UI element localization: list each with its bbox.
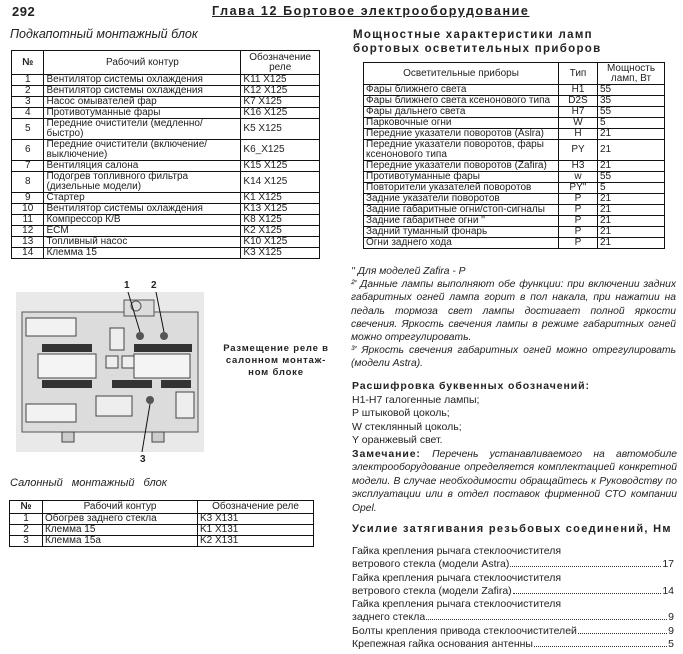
lamp-type: w bbox=[559, 172, 598, 183]
table-row bbox=[364, 227, 665, 238]
lamp-type: P bbox=[559, 238, 598, 249]
lamp-power: 5 bbox=[598, 118, 665, 129]
circuit-name: Клемма 15 bbox=[44, 248, 241, 259]
row-number: 3 bbox=[12, 97, 44, 108]
relay-designation: K15 X125 bbox=[241, 161, 320, 172]
circuit-name: Вентиляция салона bbox=[44, 161, 241, 172]
callout-2: 2 bbox=[151, 280, 157, 291]
circuit-name: Обогрев заднего стекла bbox=[43, 514, 198, 525]
dot-leader bbox=[426, 619, 667, 620]
lamp-device: Фары ближнего света ксенонового типа bbox=[364, 96, 559, 107]
torque-item-label: ветрового стекла (модели Astra) bbox=[352, 558, 510, 571]
table-row bbox=[364, 172, 665, 183]
torque-item bbox=[352, 638, 674, 651]
lamp-power: 55 bbox=[598, 85, 665, 96]
table-row bbox=[12, 97, 320, 108]
torque-value: 5 bbox=[668, 638, 674, 651]
table-row bbox=[12, 226, 320, 237]
relay-designation: K16 X125 bbox=[241, 108, 320, 119]
lamp-type: H3 bbox=[559, 161, 598, 172]
table-row bbox=[12, 161, 320, 172]
row-number: 9 bbox=[12, 193, 44, 204]
table-row bbox=[12, 140, 320, 161]
lamp-type: H7 bbox=[559, 107, 598, 118]
table-row bbox=[364, 96, 665, 107]
lamp-power: 21 bbox=[598, 227, 665, 238]
relay-designation: K3 X125 bbox=[241, 248, 320, 259]
underhood-block-title: Подкапотный монтажный блок bbox=[10, 27, 198, 41]
table-row bbox=[364, 85, 665, 96]
relay-designation: K10 X125 bbox=[241, 237, 320, 248]
row-number: 1 bbox=[10, 514, 43, 525]
lamp-device: Задний туманный фонарь bbox=[364, 227, 559, 238]
torque-item-row bbox=[352, 611, 674, 624]
torque-item-line: Гайка крепления рычага стеклоочистителя bbox=[352, 545, 562, 557]
table-row bbox=[364, 107, 665, 118]
row-number: 3 bbox=[10, 536, 43, 547]
lamp-type: W bbox=[559, 118, 598, 129]
lamp-device: Передние указатели поворотов (Aslra) bbox=[364, 129, 559, 140]
column-header: Рабочий контур bbox=[43, 501, 198, 514]
row-number: 2 bbox=[10, 525, 43, 536]
lamp-power: 35 bbox=[598, 96, 665, 107]
circuit-name: Клемма 15а bbox=[43, 536, 198, 547]
torque-value: 14 bbox=[662, 584, 674, 597]
lamp-type: H bbox=[559, 129, 598, 140]
lamp-device: Огни заднего хода bbox=[364, 238, 559, 249]
lamp-power: 21 bbox=[598, 140, 665, 161]
lamp-device: Задние габаритные огни/стоп-сигналы bbox=[364, 205, 559, 216]
footnotes bbox=[351, 265, 676, 371]
relay-designation: K14 X125 bbox=[241, 172, 320, 193]
callout-1: 1 bbox=[124, 280, 130, 291]
legend-item: Y оранжевый свет. bbox=[352, 434, 443, 446]
lamp-type: D2S bbox=[559, 96, 598, 107]
chapter-title: Глава 12 Бортовое электрооборудование bbox=[212, 4, 530, 18]
relay-designation: K11 X125 bbox=[241, 75, 320, 86]
row-number: 1 bbox=[12, 75, 44, 86]
row-number: 8 bbox=[12, 172, 44, 193]
torque-item-label: Крепежная гайка основания антенны bbox=[352, 638, 533, 651]
lamp-power: 21 bbox=[598, 205, 665, 216]
lamp-power: 21 bbox=[598, 129, 665, 140]
diagram-caption: Размещение реле в салонном монтаж-ном блоке bbox=[223, 343, 329, 378]
lamp-device: Фары дальнего света bbox=[364, 107, 559, 118]
lamp-device: Повторители указателей поворотов bbox=[364, 183, 559, 194]
lamp-device: Передние указатели поворотов (Zafira) bbox=[364, 161, 559, 172]
relay-designation: K1 X125 bbox=[241, 193, 320, 204]
circuit-name: Передние очистители (включение/выключение) bbox=[44, 140, 241, 161]
circuit-name: Насос омывателей фар bbox=[44, 97, 241, 108]
lamp-device: Парковочные огни bbox=[364, 118, 559, 129]
circuit-name: Вентилятор системы охлаждения bbox=[44, 204, 241, 215]
row-number: 6 bbox=[12, 140, 44, 161]
torque-item-row bbox=[352, 585, 674, 598]
legend-item: W стеклянный цоколь; bbox=[352, 420, 462, 433]
relay-designation: K3 X131 bbox=[198, 514, 314, 525]
remark-label: Замечание: bbox=[352, 447, 421, 460]
table-row bbox=[364, 194, 665, 205]
torque-value: 9 bbox=[668, 611, 674, 624]
row-number: 4 bbox=[12, 108, 44, 119]
table-row bbox=[364, 183, 665, 194]
table-row bbox=[364, 129, 665, 140]
lamp-type: PY bbox=[559, 140, 598, 161]
torque-item-row bbox=[352, 625, 674, 638]
lamp-device: Фары ближнего света bbox=[364, 85, 559, 96]
lamp-device: Передние указатели поворотов, фары ксенонового типа bbox=[364, 140, 559, 161]
lamp-type: H1 bbox=[559, 85, 598, 96]
table-row bbox=[364, 205, 665, 216]
torque-value: 17 bbox=[662, 558, 674, 571]
torque-item-line: Гайка крепления рычага стеклоочистителя bbox=[352, 598, 562, 611]
relay-designation: K5 X125 bbox=[241, 119, 320, 140]
remark-text: Перечень устанавливаемого на автомобиле электрооборудование определяется комплектацией конкретной модели. В случае необходимости обращайтесь к Руководству по эксплуатации или в отдел поставок фирменной СТО компании Opel. bbox=[352, 448, 677, 514]
table-row bbox=[364, 118, 665, 129]
table-row bbox=[12, 108, 320, 119]
relay-designation: K7 X125 bbox=[241, 97, 320, 108]
table-row bbox=[10, 536, 314, 547]
circuit-name: Вентилятор системы охлаждения bbox=[44, 75, 241, 86]
cabin-relay-table bbox=[9, 500, 314, 547]
footnote: ³' Яркость свечения габаритных огней можно отрегулировать (модели Astra). bbox=[351, 345, 676, 370]
lamp-power: 21 bbox=[598, 161, 665, 172]
table-row bbox=[12, 204, 320, 215]
row-number: 5 bbox=[12, 119, 44, 140]
dot-leader bbox=[578, 633, 667, 634]
relay-designation: K12 X125 bbox=[241, 86, 320, 97]
torque-item-label: ветрового стекла (модели Zafira) bbox=[352, 584, 512, 597]
relay-designation: K13 X125 bbox=[241, 204, 320, 215]
column-header: Обозначение реле bbox=[241, 51, 320, 75]
column-header: Обозначение реле bbox=[198, 501, 314, 514]
relay-designation: K2 X131 bbox=[198, 536, 314, 547]
circuit-name: ECM bbox=[44, 226, 241, 237]
lamp-type: PY'' bbox=[559, 183, 598, 194]
lamp-power: 21 bbox=[598, 238, 665, 249]
torque-item-row bbox=[352, 558, 674, 571]
lamp-type: P bbox=[559, 194, 598, 205]
torque-item bbox=[352, 598, 674, 625]
circuit-name: Компрессор К/В bbox=[44, 215, 241, 226]
row-number: 7 bbox=[12, 161, 44, 172]
column-header: Тип bbox=[559, 63, 598, 85]
lamp-power: 5 bbox=[598, 183, 665, 194]
lamp-power: 21 bbox=[598, 194, 665, 205]
dot-leader bbox=[534, 646, 667, 647]
lamp-device: Задние указатели поворотов bbox=[364, 194, 559, 205]
lamp-power: 55 bbox=[598, 172, 665, 183]
lamp-power: 55 bbox=[598, 107, 665, 118]
dot-leader bbox=[513, 593, 662, 594]
lamp-type: P bbox=[559, 216, 598, 227]
legend-item: H1-H7 галогенные лампы; bbox=[352, 393, 480, 406]
lamp-device: Противотуманные фары bbox=[364, 172, 559, 183]
legend-section bbox=[352, 380, 677, 515]
table-row bbox=[12, 215, 320, 226]
table-row bbox=[364, 216, 665, 227]
row-number: 10 bbox=[12, 204, 44, 215]
page-number: 292 bbox=[12, 4, 36, 19]
lamp-power: 21 bbox=[598, 216, 665, 227]
column-header: Рабочий контур bbox=[44, 51, 241, 75]
torque-item bbox=[352, 545, 674, 572]
remark bbox=[352, 448, 677, 516]
lamps-title: Мощностные характеристики ламп бортовых осветительных приборов bbox=[353, 29, 602, 55]
table-row bbox=[364, 161, 665, 172]
column-header: Мощность ламп, Вт bbox=[598, 63, 665, 85]
table-row bbox=[12, 248, 320, 259]
row-number: 2 bbox=[12, 86, 44, 97]
circuit-name: Стартер bbox=[44, 193, 241, 204]
lamp-type: P bbox=[559, 227, 598, 238]
table-row bbox=[12, 86, 320, 97]
lamps-table bbox=[363, 62, 665, 249]
table-row bbox=[364, 238, 665, 249]
torque-item bbox=[352, 625, 674, 638]
row-number: 14 bbox=[12, 248, 44, 259]
legend-item: P штыковой цоколь; bbox=[352, 407, 450, 419]
column-header: № bbox=[12, 51, 44, 75]
torque-item-label: заднего стекла bbox=[352, 611, 426, 624]
row-number: 11 bbox=[12, 215, 44, 226]
column-header: № bbox=[10, 501, 43, 514]
column-header: Осветительные приборы bbox=[364, 63, 559, 85]
footnote: '' Для моделей Zafira - P bbox=[351, 266, 466, 277]
lamp-device: Задние габаритнее огни '' bbox=[364, 216, 559, 227]
table-row bbox=[12, 172, 320, 193]
relay-designation: K8 X125 bbox=[241, 215, 320, 226]
torque-item-line: Гайка крепления рычага стеклоочистителя bbox=[352, 571, 562, 584]
relay-designation: K6_X125 bbox=[241, 140, 320, 161]
table-row bbox=[10, 514, 314, 525]
fuse-box-diagram bbox=[16, 292, 204, 452]
table-row bbox=[12, 193, 320, 204]
circuit-name: Передние очистители (медленно/быстро) bbox=[44, 119, 241, 140]
torque-value: 9 bbox=[668, 624, 674, 637]
fuse-box-illustration bbox=[16, 292, 204, 452]
circuit-name: Топливный насос bbox=[44, 237, 241, 248]
circuit-name: Клемма 15 bbox=[43, 525, 198, 536]
circuit-name: Противотуманные фары bbox=[44, 108, 241, 119]
row-number: 12 bbox=[12, 226, 44, 237]
table-row bbox=[12, 237, 320, 248]
torque-title: Усилие затягивания резьбовых соединений, Нм bbox=[352, 523, 672, 535]
legend-title: Расшифровка буквенных обозначений: bbox=[352, 380, 590, 392]
circuit-name: Подогрев топливного фильтра (дизельные модели) bbox=[44, 172, 241, 193]
relay-designation: K1 X131 bbox=[198, 525, 314, 536]
cabin-block-title: Салонный монтажный блок bbox=[10, 477, 167, 489]
circuit-name: Вентилятор системы охлаждения bbox=[44, 86, 241, 97]
relay-designation: K2 X125 bbox=[241, 226, 320, 237]
dot-leader bbox=[510, 566, 661, 567]
callout-3: 3 bbox=[140, 454, 146, 465]
torque-item bbox=[352, 572, 674, 599]
torque-list bbox=[352, 545, 674, 651]
torque-item-row bbox=[352, 638, 674, 651]
underhood-relay-table bbox=[11, 50, 320, 259]
row-number: 13 bbox=[12, 237, 44, 248]
table-row bbox=[12, 75, 320, 86]
footnote: ²' Данные лампы выполняют обе функции: при включении задних габаритных огней лампа горит в пол накала, при нажатии на педаль тормоза свет лампы достигает полной яркости свечения. Яркость свечения лампы в режиме габаритных огней можно отрегулировать. bbox=[351, 279, 676, 344]
lamp-type: P bbox=[559, 205, 598, 216]
table-row bbox=[10, 525, 314, 536]
table-row bbox=[364, 140, 665, 161]
torque-item-label: Болты крепления привода стеклоочистителей bbox=[352, 624, 577, 637]
table-row bbox=[12, 119, 320, 140]
